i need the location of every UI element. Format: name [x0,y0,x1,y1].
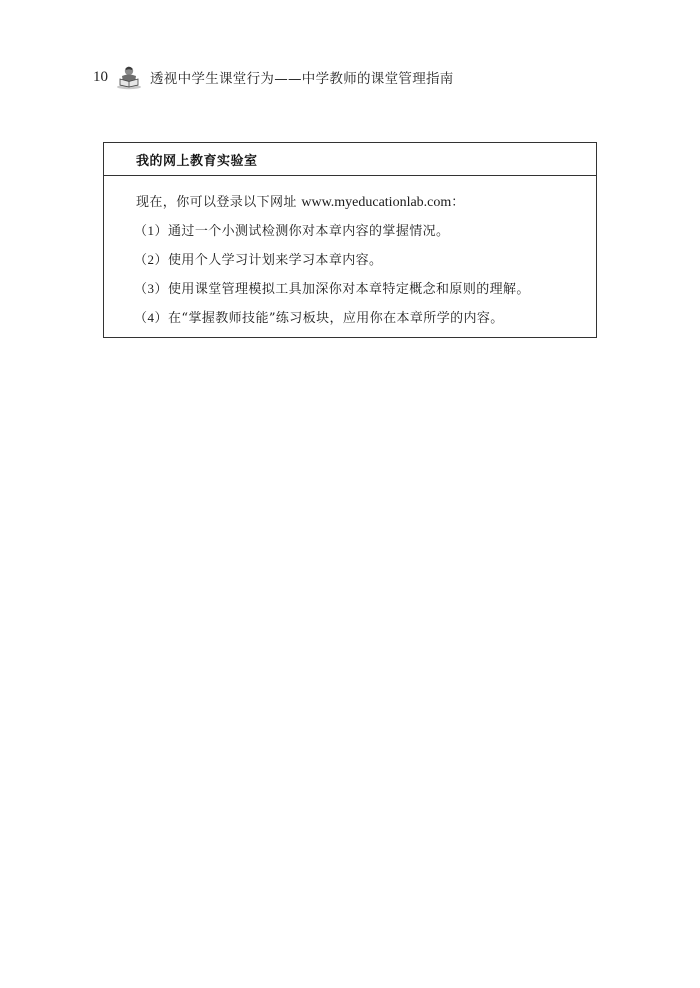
task-item [134,304,596,333]
book-title: 透视中学生课堂行为——中学教师的课堂管理指南 [150,71,454,87]
page-number: 10 [93,68,108,85]
intro-prefix: 现在，你可以登录以下网址 [136,195,302,210]
task-item [134,246,596,275]
education-lab-box [103,142,597,338]
task-number: （1） [134,223,169,238]
lab-box-title: 我的网上教育实验室 [136,153,258,169]
reading-person-logo-icon [116,64,142,90]
task-text: 使用个人学习计划来学习本章内容。 [168,253,383,268]
task-number: （4） [134,310,169,325]
task-item [134,217,596,246]
lab-url-link[interactable]: www.myeducationlab.com [301,195,452,210]
lab-box-header [104,143,596,176]
task-number: （2） [134,252,169,267]
running-header [93,62,454,92]
task-text: 使用课堂管理模拟工具加深你对本章特定概念和原则的理解。 [168,282,530,297]
task-item [134,275,596,304]
task-number: （3） [134,281,169,296]
lab-box-body [104,176,596,333]
task-text: 通过一个小测试检测你对本章内容的掌握情况。 [168,224,450,239]
task-text: 在“掌握教师技能”练习板块，应用你在本章所学的内容。 [168,311,504,326]
intro-suffix: ： [451,195,465,210]
intro-line [134,189,596,217]
